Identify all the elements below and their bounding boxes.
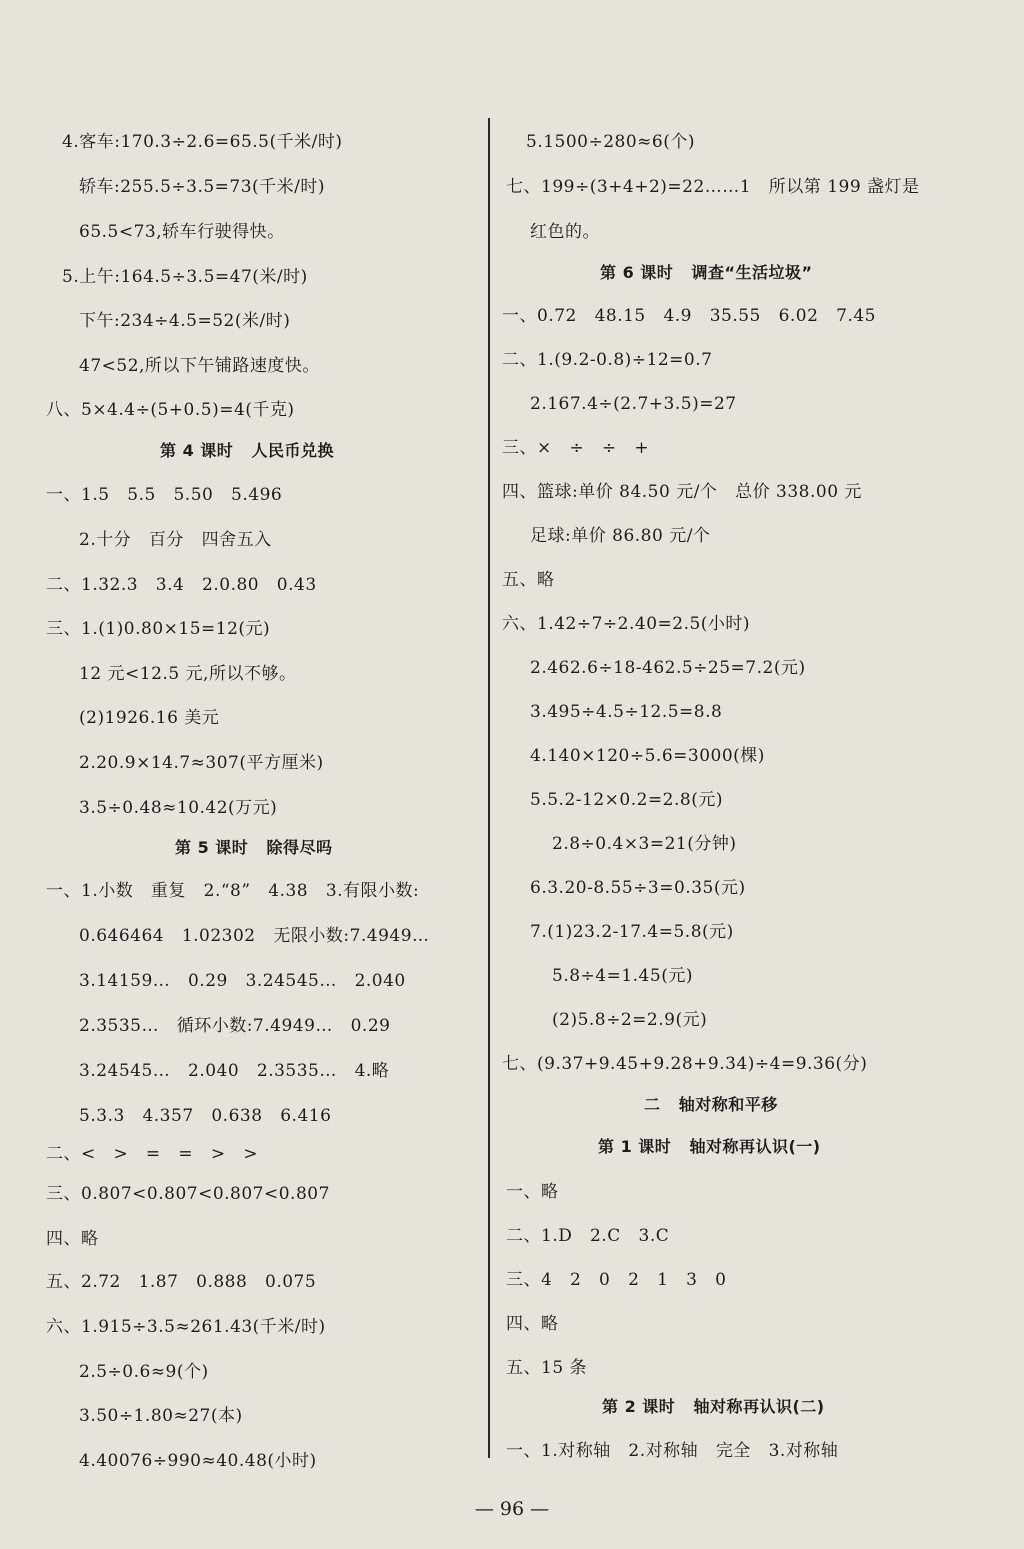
answer-line: 二、< > = = > > — [46, 1144, 259, 1164]
answer-line: 六、1.915÷3.5≈261.43(千米/时) — [46, 1317, 326, 1337]
section-heading: 第 4 课时 人民币兑换 — [160, 441, 334, 460]
section-heading: 第 1 课时 轴对称再认识(一) — [598, 1137, 821, 1156]
answer-line: 一、1.小数 重复 2.“8” 4.38 3.有限小数: — [46, 881, 420, 901]
answer-line: 五、15 条 — [506, 1358, 588, 1378]
answer-line: 5.5.2-12×0.2=2.8(元) — [530, 790, 723, 810]
answer-line: 12 元<12.5 元,所以不够。 — [79, 664, 297, 684]
answer-line: 2.462.6÷18-462.5÷25=7.2(元) — [530, 658, 806, 678]
column-divider — [488, 118, 490, 1458]
answer-line: 二、1.(9.2-0.8)÷12=0.7 — [502, 350, 713, 370]
answer-line: 二、1.D 2.C 3.C — [506, 1226, 670, 1246]
answer-line: 4.40076÷990≈40.48(小时) — [79, 1451, 317, 1471]
answer-line: 3.495÷4.5÷12.5=8.8 — [530, 702, 723, 722]
answer-line: 一、1.5 5.5 5.50 5.496 — [46, 485, 283, 505]
answer-line: 五、略 — [502, 570, 555, 590]
answer-line: 下午:234÷4.5=52(米/时) — [79, 311, 291, 331]
answer-line: 3.50÷1.80≈27(本) — [79, 1406, 243, 1426]
answer-line: 2.十分 百分 四舍五入 — [79, 530, 272, 550]
answer-line: 七、(9.37+9.45+9.28+9.34)÷4=9.36(分) — [502, 1054, 868, 1074]
answer-line: 5.3.3 4.357 0.638 6.416 — [79, 1106, 332, 1126]
answer-line: 五、2.72 1.87 0.888 0.075 — [46, 1272, 317, 1292]
answer-line: 一、0.72 48.15 4.9 35.55 6.02 7.45 — [502, 306, 876, 326]
answer-line: 5.8÷4=1.45(元) — [552, 966, 693, 986]
answer-line: 4.客车:170.3÷2.6=65.5(千米/时) — [62, 132, 343, 152]
answer-line: 四、略 — [506, 1314, 559, 1334]
answer-line: 2.167.4÷(2.7+3.5)=27 — [530, 394, 737, 414]
answer-line: 足球:单价 86.80 元/个 — [530, 526, 711, 546]
answer-line: 5.1500÷280≈6(个) — [526, 132, 695, 152]
answer-line: 3.14159… 0.29 3.24545… 2.040 — [79, 971, 406, 991]
answer-line: 三、× ÷ ÷ + — [502, 438, 650, 458]
answer-line: 6.3.20-8.55÷3=0.35(元) — [530, 878, 746, 898]
page-number: — 96 — — [474, 1498, 550, 1520]
answer-line: 3.5÷0.48≈10.42(万元) — [79, 798, 278, 818]
answer-line: 2.3535… 循环小数:7.4949… 0.29 — [79, 1016, 391, 1036]
answer-line: 二、1.32.3 3.4 2.0.80 0.43 — [46, 575, 317, 595]
answer-line: 2.20.9×14.7≈307(平方厘米) — [79, 753, 324, 773]
answer-line: 八、5×4.4÷(5+0.5)=4(千克) — [46, 400, 295, 420]
answer-line: 47<52,所以下午铺路速度快。 — [79, 356, 320, 376]
answer-line: 红色的。 — [530, 222, 600, 242]
answer-line: 3.24545… 2.040 2.3535… 4.略 — [79, 1061, 390, 1081]
answer-line: 三、0.807<0.807<0.807<0.807 — [46, 1184, 330, 1204]
section-heading: 第 5 课时 除得尽吗 — [175, 838, 333, 857]
answer-line: 四、略 — [46, 1229, 99, 1249]
answer-line: 2.8÷0.4×3=21(分钟) — [552, 834, 737, 854]
answer-line: 4.140×120÷5.6=3000(棵) — [530, 746, 765, 766]
section-heading: 第 6 课时 调查“生活垃圾” — [600, 263, 813, 282]
answer-line: 一、略 — [506, 1182, 559, 1202]
answer-line: 一、1.对称轴 2.对称轴 完全 3.对称轴 — [506, 1441, 839, 1461]
answer-line: 四、篮球:单价 84.50 元/个 总价 338.00 元 — [502, 482, 862, 502]
answer-line: 七、199÷(3+4+2)=22……1 所以第 199 盏灯是 — [506, 177, 920, 197]
answer-line: 65.5<73,轿车行驶得快。 — [79, 222, 285, 242]
answer-line: 三、4 2 0 2 1 3 0 — [506, 1270, 727, 1290]
answer-line: 0.646464 1.02302 无限小数:7.4949… — [79, 926, 430, 946]
answer-line: 2.5÷0.6≈9(个) — [79, 1362, 209, 1382]
answer-line: (2)5.8÷2=2.9(元) — [552, 1010, 708, 1030]
section-heading: 第 2 课时 轴对称再认识(二) — [602, 1397, 825, 1416]
answer-line: 轿车:255.5÷3.5=73(千米/时) — [79, 177, 326, 197]
answer-line: 六、1.42÷7÷2.40=2.5(小时) — [502, 614, 751, 634]
chapter-heading: 二 轴对称和平移 — [644, 1095, 778, 1114]
answer-line: 7.(1)23.2-17.4=5.8(元) — [530, 922, 734, 942]
answer-line: 5.上午:164.5÷3.5=47(米/时) — [62, 267, 308, 287]
answer-line: (2)1926.16 美元 — [79, 708, 220, 728]
answer-line: 三、1.(1)0.80×15=12(元) — [46, 619, 271, 639]
